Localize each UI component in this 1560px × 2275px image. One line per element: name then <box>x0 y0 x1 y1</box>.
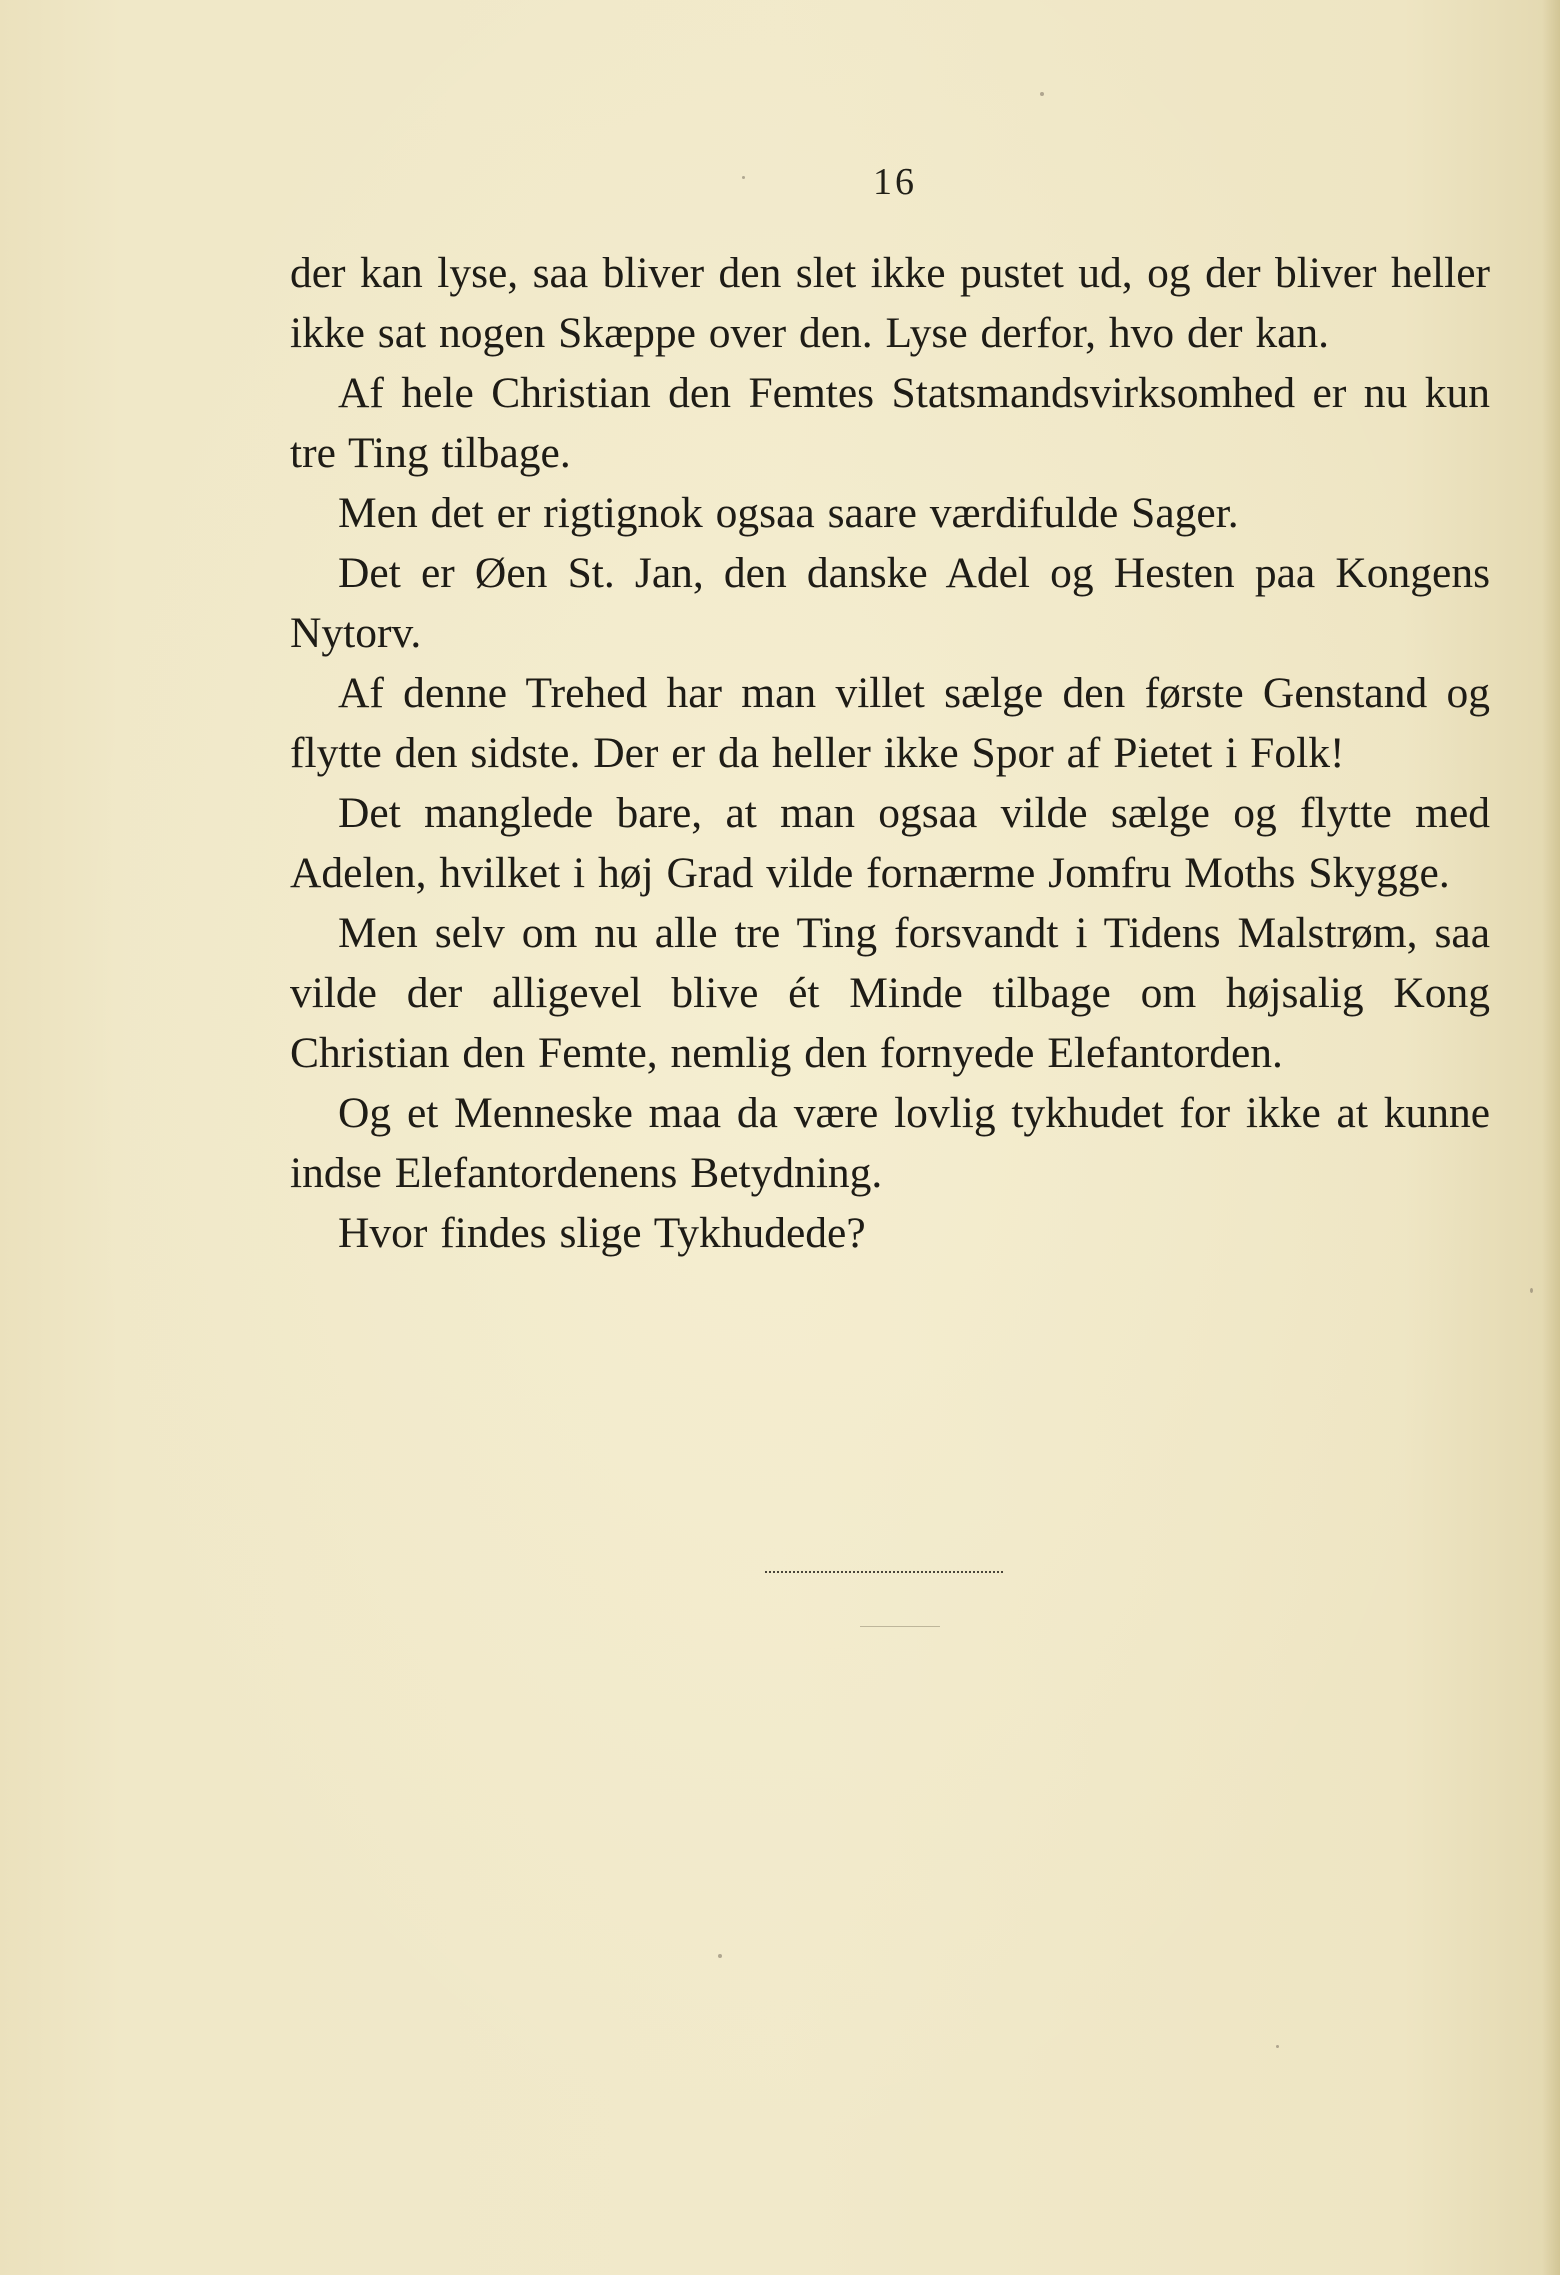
paragraph: Men selv om nu alle tre Ting forsvandt i Tidens Malstrøm, saa vilde der alligevel blive ét Minde tilbage om højsalig Kong Christian den Femte, nemlig den fornyede Elefantorden. <box>290 909 1490 1077</box>
paragraph: Det er Øen St. Jan, den danske Adel og Hesten paa Kongens Nytorv. <box>290 549 1490 657</box>
paragraph: Af denne Trehed har man villet sælge den første Genstand og flytte den sidste. Der er da heller ikke Spor af Pietet i Folk! <box>290 669 1490 777</box>
paper-speck <box>1040 92 1044 96</box>
paragraph: der kan lyse, saa bliver den slet ikke pustet ud, og der bliver heller ikke sat nogen Skæppe over den. Lyse derfor, hvo der kan. <box>290 249 1490 357</box>
paragraph: Og et Menneske maa da være lovlig tykhudet for ikke at kunne indse Elefantordenens Betydning. <box>290 1089 1490 1197</box>
paper-speck <box>1530 1288 1533 1293</box>
paper-speck <box>1276 2045 1279 2048</box>
paragraph: Men det er rigtignok ogsaa saare værdifulde Sager. <box>338 489 1239 537</box>
page-edge-shadow <box>1542 0 1560 2275</box>
page-number: 16 <box>873 161 917 203</box>
paragraph: Det manglede bare, at man ogsaa vilde sælge og flytte med Adelen, hvilket i høj Grad vilde fornærme Jomfru Moths Skygge. <box>290 789 1490 897</box>
section-end-dotted-rule <box>765 1571 1003 1573</box>
paper-speck <box>718 1954 722 1958</box>
body-text <box>290 243 1490 1263</box>
faint-pen-mark <box>860 1626 940 1627</box>
paragraph: Hvor findes slige Tykhudede? <box>338 1209 866 1257</box>
paragraph: Af hele Christian den Femtes Statsmandsvirksomhed er nu kun tre Ting tilbage. <box>290 369 1490 477</box>
